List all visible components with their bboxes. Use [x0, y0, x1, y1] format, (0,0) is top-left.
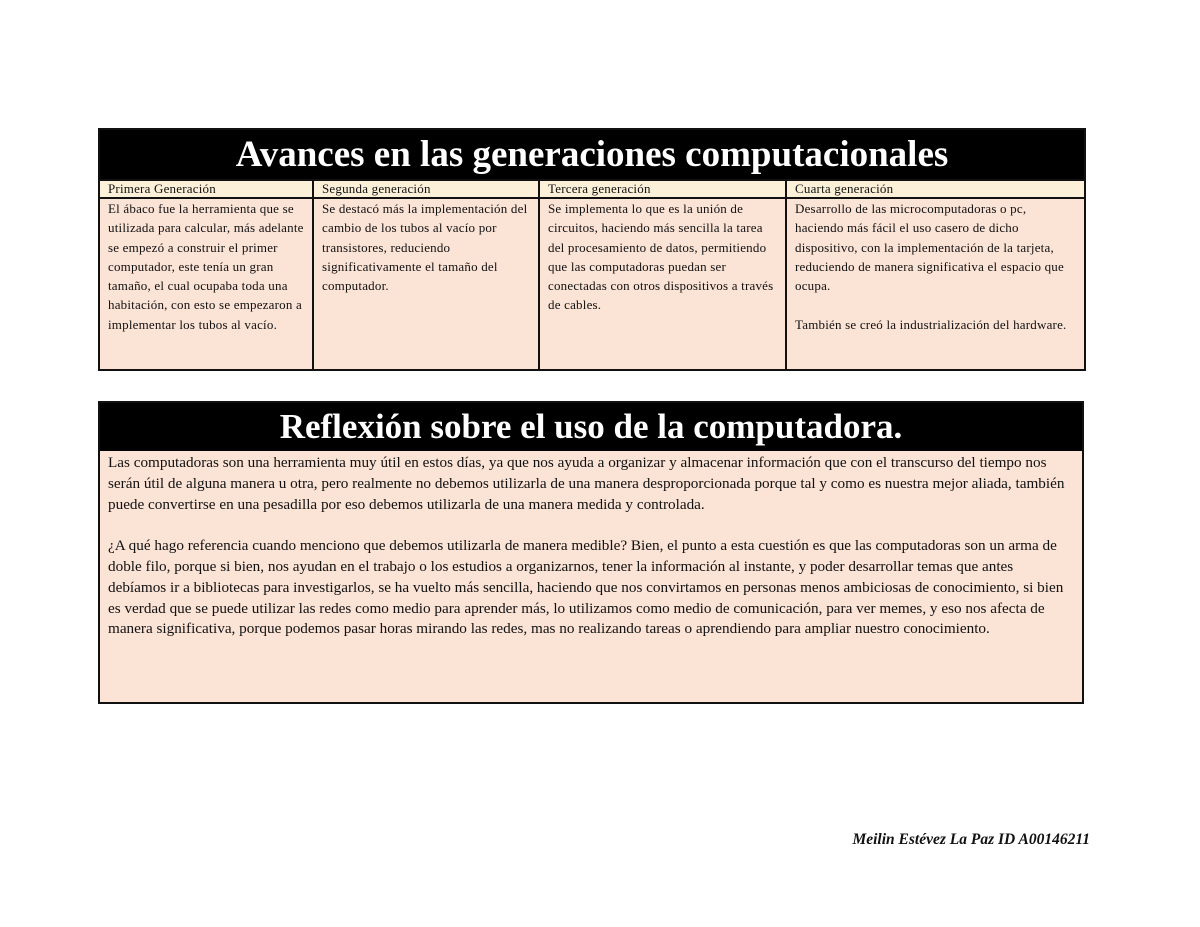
- cell-primera-generacion: [99, 198, 313, 370]
- cell-cuarta-generacion: [786, 198, 1085, 370]
- author-signature: Meilin Estévez La Paz ID A00146211: [852, 831, 1090, 848]
- cuarta-generacion-text: Desarrollo de las microcomputadoras o pc, haciendo más fácil el uso casero de dicho dispositivo, con la implementación de la tarjeta, reduciendo de manera significativa el espacio que ocupa.: [795, 201, 1064, 294]
- reflection-paragraph: ¿A qué hago referencia cuando menciono que debemos utilizarla de manera medible? Bien, el punto a esta cuestión es que las computadoras son un arma de doble filo, porque si bien, nos ayudan en el trabajo o los estudios a organizarnos, tener la información al instante, y poder desarrollar temas que antes debíamos ir a bibliotecas para investigarlos, se ha vuelto más sencilla, haciendo que nos convirtamos en personas menos ambiciosas de conocimiento, si bien es verdad que se puede utilizar las redes como medio para aprender más, lo utilizamos como medio de comunicación, para ver memes, y eso nos afecta de manera significativa, porque podemos pasar horas mirando las redes, mas no realizando tareas o aprendiendo para ampliar nuestro conocimiento.: [108, 537, 1064, 638]
- segunda-generacion-text: Se destacó más la implementación del cambio de los tubos al vacío por transistores, reduciendo significativamente el tamaño del computador.: [322, 201, 528, 294]
- generations-content-row: [99, 198, 1085, 370]
- reflection-paragraph: Las computadoras son una herramienta muy útil en estos días, ya que nos ayuda a organizar y almacenar información que con el transcurso del tiempo nos serán útil de alguna manera u otra, pero realmente no debemos utilizarla de una manera desproporcionada porque tal y como es nuestra mejor aliada, también puede convertirse en una pesadilla por eso debemos utilizarla de una manera medida y controlada.: [108, 454, 1065, 513]
- reflection-body: [100, 451, 1082, 640]
- header-tercera-generacion: Tercera generación: [539, 180, 786, 198]
- generations-table: [98, 128, 1086, 371]
- cell-segunda-generacion: [313, 198, 539, 370]
- generations-table-title: Avances en las generaciones computacionales: [99, 129, 1085, 180]
- reflection-box: [98, 401, 1084, 704]
- reflection-title: Reflexión sobre el uso de la computadora.: [100, 403, 1082, 451]
- header-primera-generacion: Primera Generación: [99, 180, 313, 198]
- header-cuarta-generacion: Cuarta generación: [786, 180, 1085, 198]
- primera-generacion-text: El ábaco fue la herramienta que se utilizada para calcular, más adelante se empezó a construir el primer computador, este tenía un gran tamaño, el cual ocupaba toda una habitación, con esto se empezaron a implementar los tubos al vacío.: [108, 201, 304, 332]
- generations-header-row: [99, 180, 1085, 198]
- cuarta-generacion-text-2: También se creó la industrialización del hardware.: [795, 316, 1067, 332]
- header-segunda-generacion: Segunda generación: [313, 180, 539, 198]
- cell-tercera-generacion: [539, 198, 786, 370]
- tercera-generacion-text: Se implementa lo que es la unión de circuitos, haciendo más sencilla la tarea del procesamiento de datos, permitiendo que las computadoras puedan ser conectadas con otros dispositivos a través de cables.: [548, 201, 774, 313]
